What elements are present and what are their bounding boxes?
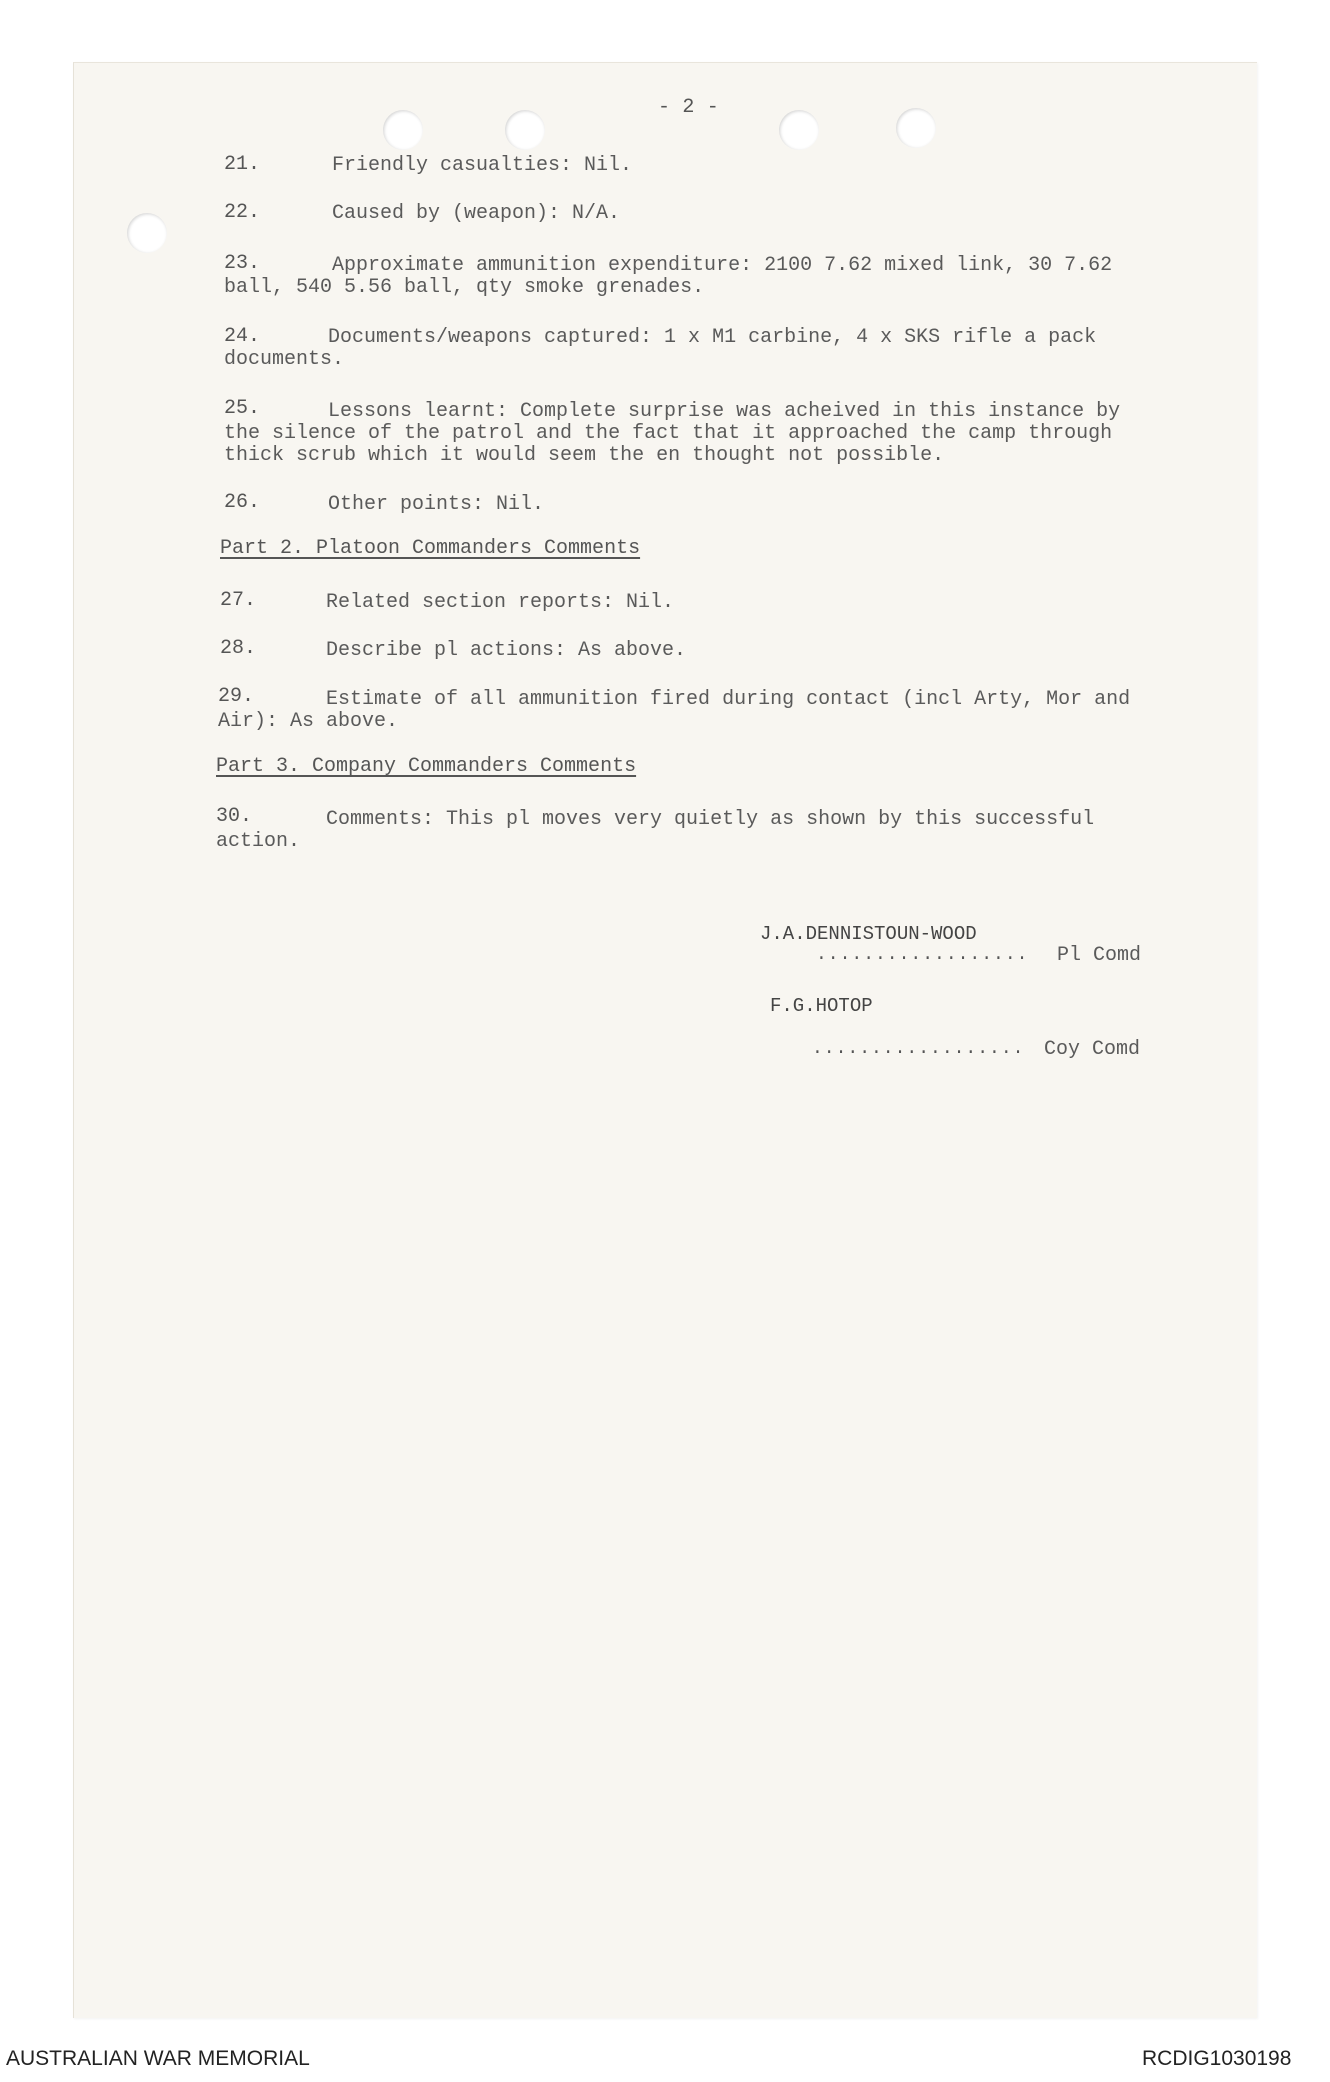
item-text: Approximate ammunition expenditure: 2100 7.62 mixed link, 30 7.62	[332, 254, 1113, 277]
item-text: ball, 540 5.56 ball, qty smoke grenades.	[224, 276, 705, 299]
item-text: action.	[216, 830, 301, 853]
part-heading: Part 3. Company Commanders Comments	[216, 755, 637, 778]
item-number: 24.	[224, 325, 261, 348]
item-text: Other points: Nil.	[328, 493, 545, 516]
item-text: Comments: This pl moves very quietly as shown by this successful	[326, 808, 1095, 831]
punch-hole	[505, 110, 545, 150]
punch-hole	[383, 110, 423, 150]
item-number: 22.	[224, 201, 261, 224]
item-text: Lessons learnt: Complete surprise was acheived in this instance by	[328, 400, 1121, 423]
item-text: Caused by (weapon): N/A.	[332, 202, 621, 225]
item-number: 28.	[220, 637, 257, 660]
item-text: Friendly casualties: Nil.	[332, 154, 633, 177]
footer-archive-name: AUSTRALIAN WAR MEMORIAL	[6, 2047, 310, 2070]
item-text: thick scrub which it would seem the en thought not possible.	[224, 444, 945, 467]
item-number: 30.	[216, 805, 253, 828]
punch-hole	[779, 110, 819, 150]
item-number: 26.	[224, 491, 261, 514]
item-text: documents.	[224, 348, 345, 371]
item-number: 21.	[224, 153, 261, 176]
item-number: 27.	[220, 589, 257, 612]
item-text: Air): As above.	[218, 710, 399, 733]
punch-hole	[127, 213, 167, 253]
signature-line: ..................	[812, 1039, 1025, 1059]
page-number: - 2 -	[658, 96, 720, 119]
signature-line: ..................	[816, 945, 1029, 965]
item-text: Describe pl actions: As above.	[326, 639, 687, 662]
footer-record-id: RCDIG1030198	[1142, 2047, 1292, 2070]
document-page	[73, 62, 1257, 2018]
signature-name-coy-comd: F.G.HOTOP	[770, 995, 873, 1017]
item-text: Related section reports: Nil.	[326, 591, 675, 614]
item-number: 25.	[224, 397, 261, 420]
item-text: Documents/weapons captured: 1 x M1 carbine, 4 x SKS rifle a pack	[328, 326, 1097, 349]
part-heading: Part 2. Platoon Commanders Comments	[220, 537, 641, 560]
item-number: 23.	[224, 252, 261, 275]
signature-role: Coy Comd	[1044, 1038, 1141, 1061]
item-text: Estimate of all ammunition fired during contact (incl Arty, Mor and	[326, 688, 1131, 711]
signature-name-pl-comd: J.A.DENNISTOUN-WOOD	[760, 923, 977, 945]
item-number: 29.	[218, 685, 255, 708]
item-text: the silence of the patrol and the fact that it approached the camp through	[224, 422, 1113, 445]
punch-hole	[896, 108, 936, 148]
signature-role: Pl Comd	[1057, 944, 1142, 967]
